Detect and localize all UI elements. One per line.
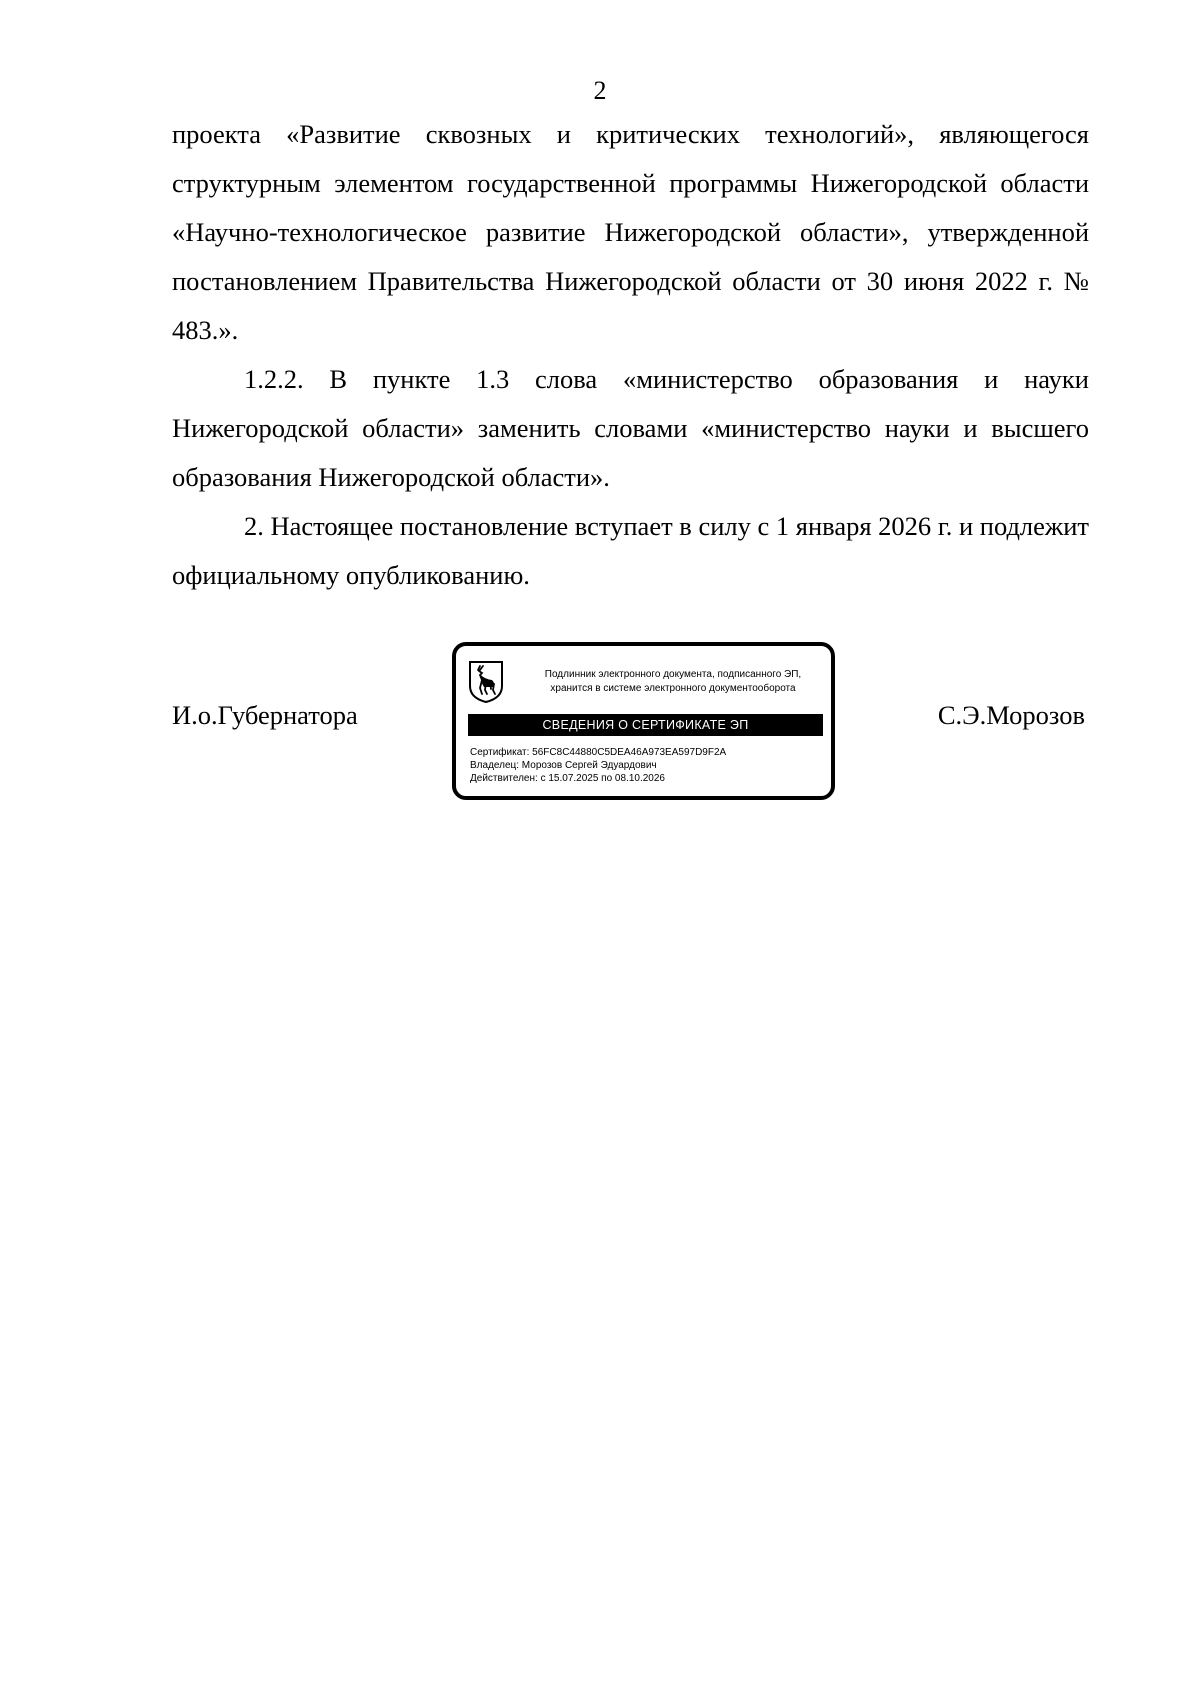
stamp-title-line-2: хранится в системе электронного документооборота bbox=[550, 683, 796, 694]
stamp-title-line-1: Подлинник электронного документа, подписанного ЭП, bbox=[544, 669, 802, 680]
deer-coat-of-arms-icon bbox=[468, 660, 504, 704]
paragraph-continuation: проекта «Развитие сквозных и критических технологий», являющегося структурным элементом государственной программы Нижегородской области «Научно-технологическое развитие Нижегородской области», утвержденной постановлением Правительства Нижегородской области от 30 июня 2022 г. № 483.». bbox=[172, 119, 1089, 345]
certificate-validity: Действителен: с 15.07.2025 по 08.10.2026 bbox=[470, 773, 665, 784]
certificate-serial: Сертификат: 56FC8C44880C5DEA46A973EA597D9F2A bbox=[470, 747, 727, 758]
signer-position: И.о.Губернатора bbox=[172, 700, 358, 730]
document-body bbox=[172, 110, 1089, 600]
page-number: 2 bbox=[593, 76, 607, 105]
certificate-details bbox=[470, 746, 820, 785]
electronic-signature-stamp bbox=[452, 642, 835, 800]
signer-name: С.Э.Морозов bbox=[937, 700, 1085, 730]
paragraph-item-2: 2. Настоящее постановление вступает в силу с 1 января 2026 г. и подлежит официальному опубликованию. bbox=[172, 511, 1089, 590]
stamp-title bbox=[518, 668, 828, 696]
certificate-owner: Владелец: Морозов Сергей Эдуардович bbox=[470, 760, 657, 771]
paragraph-item-1-2-2: 1.2.2. В пункте 1.3 слова «министерство образования и науки Нижегородской области» заменить словами «министерство науки и высшего образования Нижегородской области». bbox=[172, 364, 1089, 492]
certificate-info-bar: СВЕДЕНИЯ О СЕРТИФИКАТЕ ЭП bbox=[468, 714, 823, 736]
